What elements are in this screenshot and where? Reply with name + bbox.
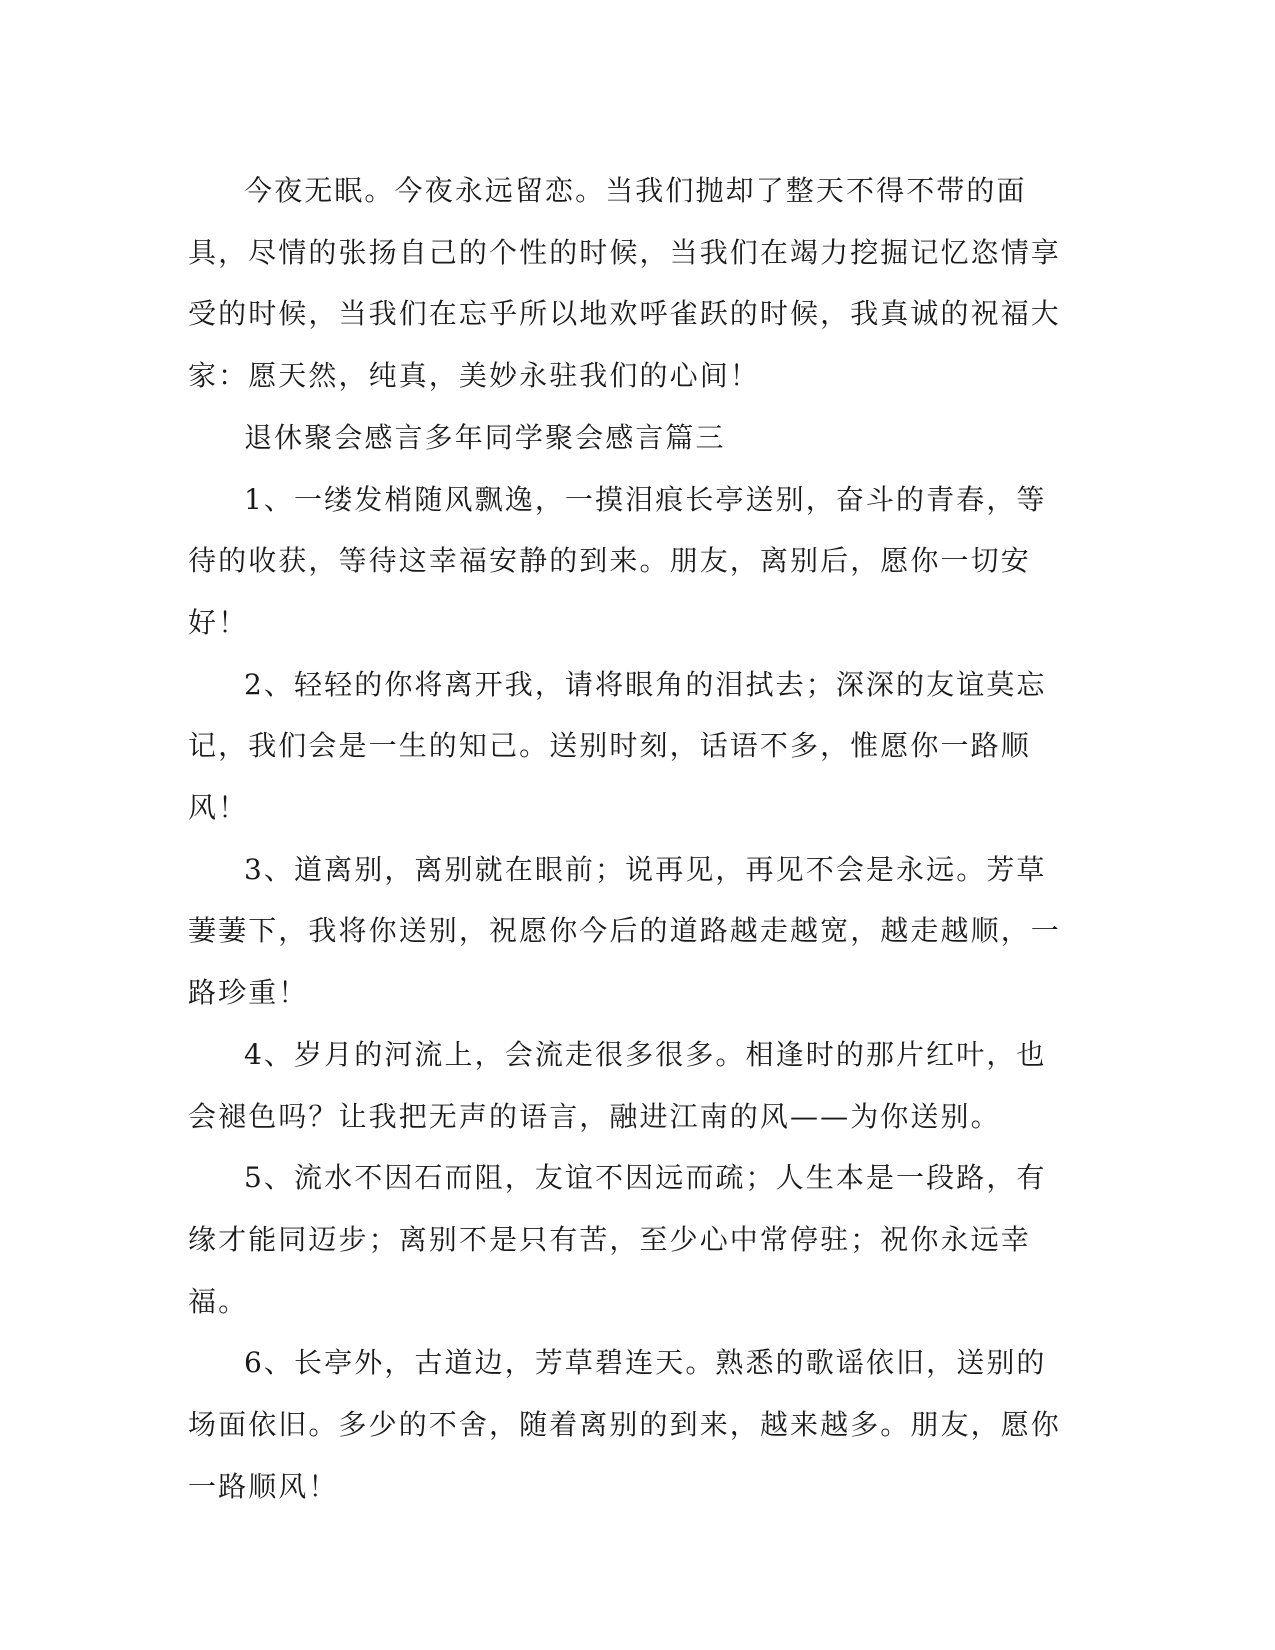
section-heading: 退休聚会感言多年同学聚会感言篇三 — [244, 420, 726, 454]
paragraph-item-6: 6、长亭外，古道边，芳草碧连天。熟悉的歌谣依旧，送别的场面依旧。多少的不舍，随着离别的到来，越来越多。朋友，愿你一路顺风！ — [188, 1346, 1061, 1503]
document-body — [188, 160, 1068, 1517]
paragraph-item-3: 3、道离别，离别就在眼前；说再见，再见不会是永远。芳草萋萋下，我将你送别，祝愿你今后的道路越走越宽，越走越顺，一路珍重！ — [188, 852, 1061, 1010]
paragraph-item-5: 5、流水不因石而阻，友谊不因远而疏；人生本是一段路，有缘才能同迈步；离别不是只有苦，至少心中常停驻；祝你永远幸福。 — [188, 1161, 1047, 1318]
paragraph-opening: 今夜无眠。今夜永远留恋。当我们抛却了整天不得不带的面具，尽情的张扬自己的个性的时候，当我们在竭力挖掘记忆恣情享受的时候，当我们在忘乎所以地欢呼雀跃的时候，我真诚的祝福大家：愿天然，纯真，美妙永驻我们的心间！ — [188, 174, 1061, 393]
paragraph-item-2: 2、轻轻的你将离开我，请将眼角的泪拭去；深深的友谊莫忘记，我们会是一生的知己。送别时刻，话语不多，惟愿你一路顺风！ — [188, 667, 1047, 825]
paragraph-item-1: 1、一缕发梢随风飘逸，一摸泪痕长亭送别，奋斗的青春，等待的收获，等待这幸福安静的到来。朋友，离别后，愿你一切安好！ — [188, 482, 1047, 639]
paragraph-item-4: 4、岁月的河流上，会流走很多很多。相逢时的那片红叶，也会褪色吗？让我把无声的语言，融进江南的风——为你送别。 — [188, 1037, 1047, 1133]
